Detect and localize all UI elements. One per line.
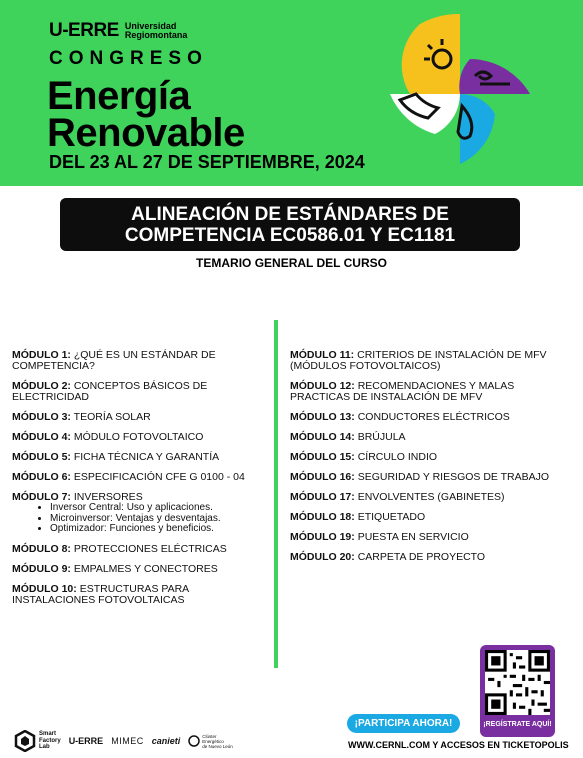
module-item: MÓDULO 8: PROTECCIONES ELÉCTRICAS <box>12 542 227 555</box>
module-item: MÓDULO 9: EMPALMES Y CONECTORES <box>12 562 218 575</box>
list-item: • Optimizador: Funciones y beneficios. <box>50 524 267 535</box>
qr-code-icon <box>485 650 550 715</box>
module-item: MÓDULO 13: CONDUCTORES ELÉCTRICOS <box>290 411 510 423</box>
smart-factory-lab-logo: Smart Factory Lab <box>14 730 61 752</box>
module-item: MÓDULO 16: SEGURIDAD Y RIESGOS DE TRABAJO <box>290 471 550 483</box>
hexagon-icon <box>14 730 36 752</box>
module-item: MÓDULO 7: INVERSORES • Inversor Central: Uso y aplicaciones. • Microinversor: Ventajas y desventajas. • Optimizador: Funciones y beneficios. <box>12 492 267 535</box>
uerre-logo: U-ERRE <box>68 736 104 746</box>
wind-icon <box>459 59 530 94</box>
module-item: MÓDULO 2: CONCEPTOS BÁSICOS DE ELECTRICIDAD <box>12 380 208 403</box>
brand-name: U-ERRE <box>49 20 119 41</box>
event-title-line-1: Energía <box>47 74 191 118</box>
course-title-banner <box>60 198 520 251</box>
section-heading: TEMARIO GENERAL DEL CURSO <box>196 256 387 270</box>
circle-logo-icon <box>188 735 200 747</box>
course-title-line-2: COMPETENCIA EC0586.01 Y EC1181 <box>124 225 456 246</box>
list-item: • Microinversor: Ventajas y desventajas. <box>50 514 267 525</box>
module-item: MÓDULO 19: PUESTA EN SERVICIO <box>290 531 469 543</box>
module-item: MÓDULO 14: BRÚJULA <box>290 431 406 443</box>
water-drop-icon <box>460 94 495 164</box>
mimec-logo: MIMEC <box>111 736 144 746</box>
module-item: MÓDULO 11: CRITERIOS DE INSTALACIÓN DE MFV (MÓDULOS FOTOVOLTAICOS) <box>290 349 547 372</box>
module-item: MÓDULO 4: MÓDULO FOTOVOLTAICO <box>12 431 204 443</box>
modules-left-column <box>12 350 267 615</box>
event-dates: DEL 23 AL 27 DE SEPTIEMBRE, 2024 <box>49 152 365 172</box>
module-item: MÓDULO 5: FICHA TÉCNICA Y GARANTÍA <box>12 451 220 463</box>
modules-right-column <box>290 350 570 572</box>
event-title-line-2: Renovable <box>47 111 245 155</box>
canieti-logo: canieti <box>151 736 181 746</box>
module-item: MÓDULO 1: ¿QUÉ ES UN ESTÁNDAR DE COMPETENCIA? <box>12 349 216 372</box>
brand-subtitle: Universidad Regiomontana <box>124 21 188 40</box>
column-divider <box>274 320 278 668</box>
congreso-label: CONGRESO <box>49 48 208 69</box>
module-item: MÓDULO 12: RECOMENDACIONES Y MALAS PRACTICAS DE INSTALACIÓN DE MFV <box>290 380 515 403</box>
sponsor-logos <box>14 730 233 752</box>
module-item: MÓDULO 3: TEORÍA SOLAR <box>12 411 151 423</box>
list-item: • Inversor Central: Uso y aplicaciones. <box>50 503 267 514</box>
module-item: MÓDULO 20: CARPETA DE PROYECTO <box>290 551 486 563</box>
module-item: MÓDULO 10: ESTRUCTURAS PARA INSTALACIONES FOTOVOLTAICAS <box>12 582 189 606</box>
module-7-subitems <box>50 503 267 535</box>
module-item: MÓDULO 6: ESPECIFICACIÓN CFE G 0100 - 04 <box>12 471 245 483</box>
participa-button[interactable]: ¡PARTICIPA AHORA! <box>347 714 460 733</box>
register-label: ¡REGÍSTRATE AQUÍ! <box>483 721 552 728</box>
brand-logo <box>49 20 187 42</box>
module-item: MÓDULO 15: CÍRCULO INDIO <box>290 451 438 463</box>
register-qr-card[interactable] <box>480 645 555 737</box>
website-link[interactable]: WWW.CERNL.COM Y ACCESOS EN TICKETOPOLIS <box>348 740 569 750</box>
module-item: MÓDULO 18: ETIQUETADO <box>290 511 426 523</box>
module-item: MÓDULO 17: ENVOLVENTES (GABINETES) <box>290 491 505 503</box>
energy-pinwheel-graphic <box>380 14 540 174</box>
cluster-energetico-logo: Clúster Energético de Nuevo León <box>188 734 233 749</box>
header-banner <box>0 0 583 186</box>
course-title-line-1: ALINEACIÓN DE ESTÁNDARES DE <box>131 204 449 225</box>
